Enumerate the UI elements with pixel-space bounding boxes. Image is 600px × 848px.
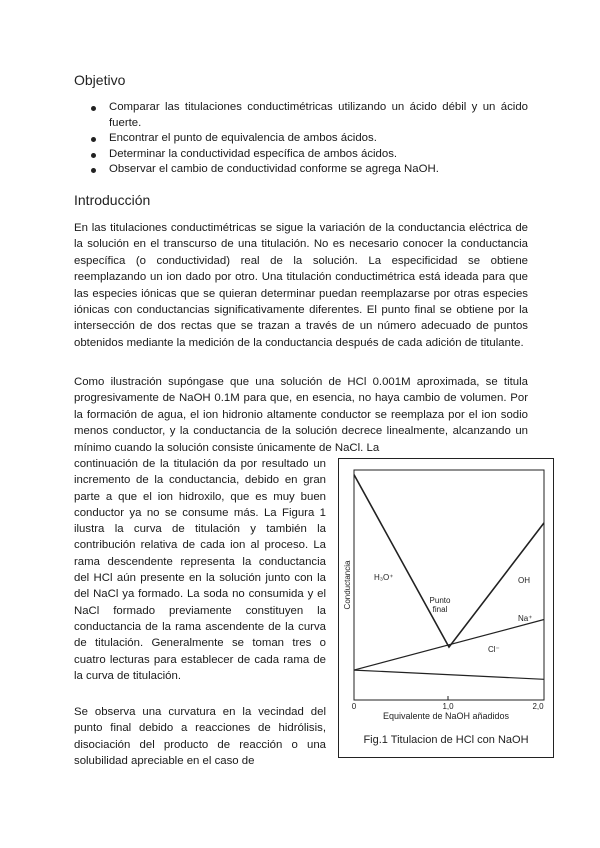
x-tick-1: 1,0 [442,702,454,711]
x-tick-2: 2,0 [532,702,544,711]
objetivo-item: Determinar la conductividad específica de ambos ácidos. [88,147,528,163]
plot-area [354,470,544,700]
label-final: final [432,605,448,614]
objetivo-list [88,100,528,178]
figure-1 [338,458,554,758]
label-h3o: H₃O⁺ [374,573,394,582]
objetivo-item: Observar el cambio de conductividad conforme se agrega NaOH. [88,162,528,178]
objetivo-item: Encontrar el punto de equivalencia de ambos ácidos. [88,131,528,147]
series-line-cl [354,670,544,679]
intro-paragraph-2: Como ilustración supóngase que una solución de HCl 0.001M aproximada, se titula progresivamente de NaOH 0.1M para que, en esencia, no haya cambio de volumen. Por la formación de agua, el ion hidronio altamente conductor se reemplaza por el ion sodio menos conductor, y la conductancia de la solución decrece linealmente, alcanzando un mínimo cuando la solución consiste únicamente de NaCl. La [74,376,528,454]
intro-paragraph-2-continued: continuación de la titulación da por resultado un incremento de la conductancia, debido en gran parte a que el ion hidroxilo, que es muy buen conductor ya no se consume más. La Figura 1 ilustra la curva de titulación y también la contribución relativa de cada ion al proceso. La rama descendente representa la conductancia del HCl aún presente en la solución junto con la del NaCl ya formado. La soda no consumida y el NaCl formado previamente constituyen la conductancia de la rama ascendente de la curva de titulación. Generalmente se toman tres o cuatro lecturas para establecer de cada rama de la curva de titulación. [74,458,326,682]
titration-chart [338,458,554,758]
intro-paragraph-3: Se observa una curvatura en la vecindad del punto final debido a reacciones de hidrólisis, disociación del producto de reacción o una solubilidad apreciable en el caso de [74,706,326,768]
objetivo-item: Comparar las titulaciones conductimétricas utilizando un ácido débil y un ácido fuerte. [88,100,528,131]
series-line-na [354,620,544,671]
label-punto: Punto [429,596,451,605]
objetivo-heading: Objetivo [74,72,126,88]
x-axis-label: Equivalente de NaOH añadidos [382,711,510,721]
y-axis-label: Conductancia [343,560,352,610]
intro-paragraph-1: En las titulaciones conductimétricas se sigue la variación de la conductancia eléctrica de la solución en el transcurso de una titulación. No es necesario conocer la conductancia específica (o conductividad) real de la solución. La especificidad se obtiene reemplazando un ion dado por otro. Una titulación conductimétrica está ideada para que las especies iónicas que se quieran determinar puedan reemplazarse por otras especies iónicas con conductancias significativamente diferentes. El punto final se obtiene por la intersección de dos rectas que se trazan a través de un número adecuado de puntos obtenidos mediante la medición de la conductancia después de cada adición de titulante. [74,222,528,349]
x-tick-0: 0 [351,702,357,711]
figure-caption: Fig.1 Titulacion de HCl con NaOH [363,734,529,746]
series-line-titulacion [354,475,544,647]
introduccion-heading: Introducción [74,192,151,208]
label-oh: OH [518,576,530,585]
label-na: Na⁺ [518,614,533,623]
label-cl: Cl⁻ [488,645,500,654]
